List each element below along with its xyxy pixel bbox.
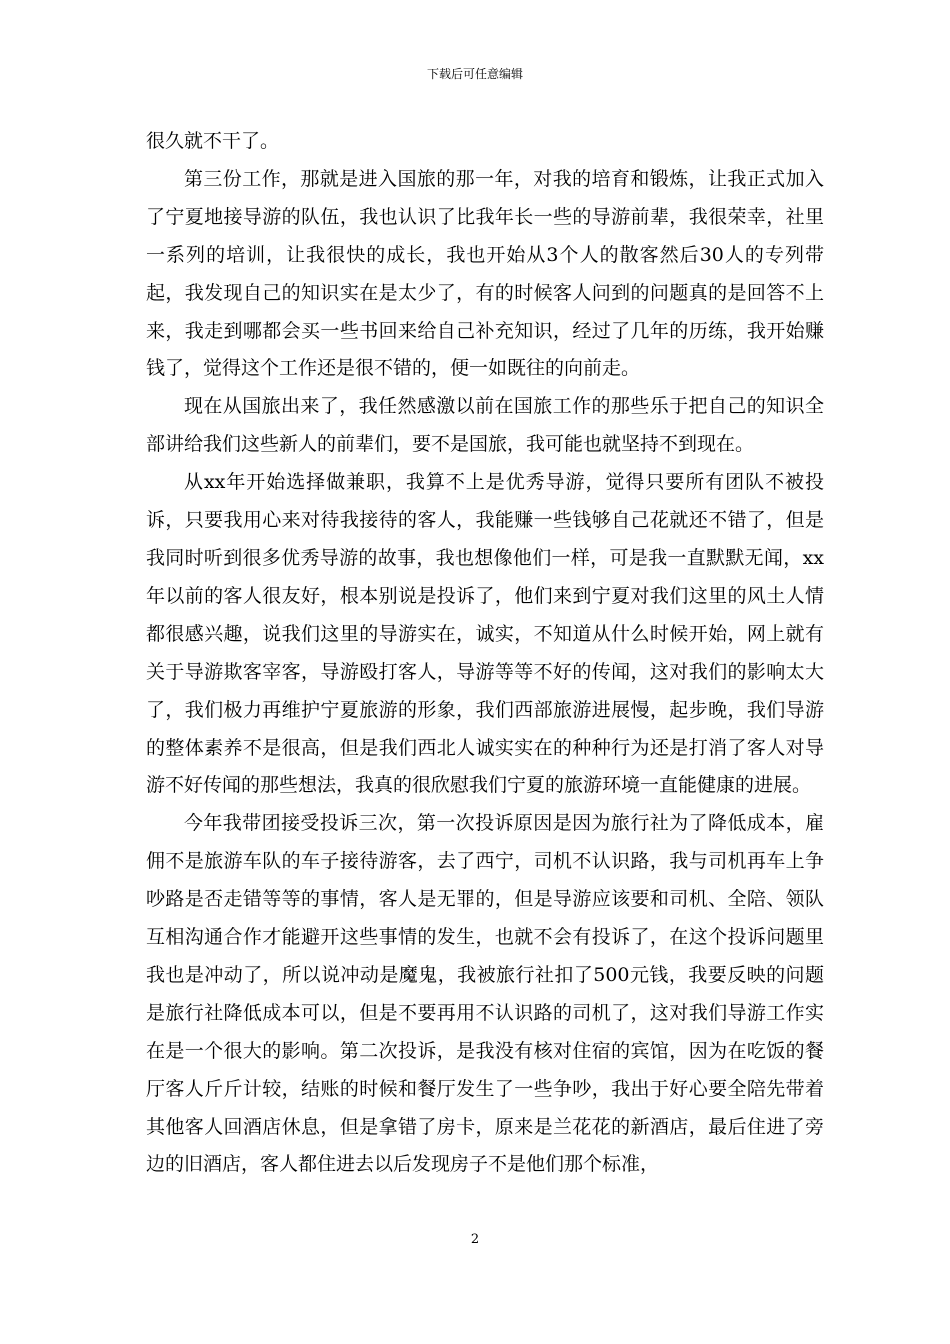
paragraph-leaving-cits: 现在从国旅出来了，我任然感激以前在国旅工作的那些乐于把自己的知识全部讲给我们这些新人的前辈们，要不是国旅，我可能也就坚持不到现在。: [146, 395, 824, 456]
document-body: [146, 123, 824, 1184]
page-number: 2: [470, 1232, 480, 1247]
paragraph-part-time: 从xx年开始选择做兼职，我算不上是优秀导游，觉得只要所有团队不被投诉，只要我用心来对待我接待的客人，我能赚一些钱够自己花就还不错了，但是我同时听到很多优秀导游的故事，我也想像他们一样，可是我一直默默无闻，xx年以前的客人很友好，根本别说是投诉了，他们来到宁夏对我们这里的风土人情都很感兴趣，说我们这里的导游实在，诚实，不知道从什么时候开始，网上就有关于导游欺客宰客，导游殴打客人，导游等等不好的传闻，这对我们的影响太大了，我们极力再维护宁夏旅游的形象，我们西部旅游进展慢，起步晚，我们导游的整体素养不是很高，但是我们西北人诚实实在的种种行为还是打消了客人对导游不好传闻的那些想法，我真的很欣慰我们宁夏的旅游环境一直能健康的进展。: [146, 471, 824, 797]
paragraph-third-job: 第三份工作，那就是进入国旅的那一年，对我的培育和锻炼，让我正式加入了宁夏地接导游的队伍，我也认识了比我年长一些的导游前辈，我很荣幸，社里一系列的培训，让我很快的成长，我也开始从3个人的散客然后30人的专列带起，我发现自己的知识实在是太少了，有的时候客人问到的问题真的是回答不上来，我走到哪都会买一些书回来给自己补充知识，经过了几年的历练，我开始赚钱了，觉得这个工作还是很不错的，便一如既往的向前走。: [146, 167, 824, 380]
paragraph-continuation: 很久就不干了。: [146, 130, 280, 152]
page-header: 下载后可任意编辑: [426, 67, 523, 81]
paragraph-complaints: 今年我带团接受投诉三次，第一次投诉原因是因为旅行社为了降低成本，雇佣不是旅游车队的车子接待游客，去了西宁，司机不认识路，我与司机再车上争吵路是否走错等等的事情，客人是无罪的，但是导游应该要和司机、全陪、领队互相沟通合作才能避开这些事情的发生，也就不会有投诉了，在这个投诉问题里我也是冲动了，所以说冲动是魔鬼，我被旅行社扣了500元钱，我要反映的问题是旅行社降低成本可以，但是不要再用不认识路的司机了，这对我们导游工作实在是一个很大的影响。第二次投诉，是我没有核对住宿的宾馆，因为在吃饭的餐厅客人斤斤计较，结账的时候和餐厅发生了一些争吵，我出于好心要全陪先带着其他客人回酒店休息，但是拿错了房卡，原来是兰花花的新酒店，最后住进了旁边的旧酒店，客人都住进去以后发现房子不是他们那个标准，: [146, 812, 824, 1176]
